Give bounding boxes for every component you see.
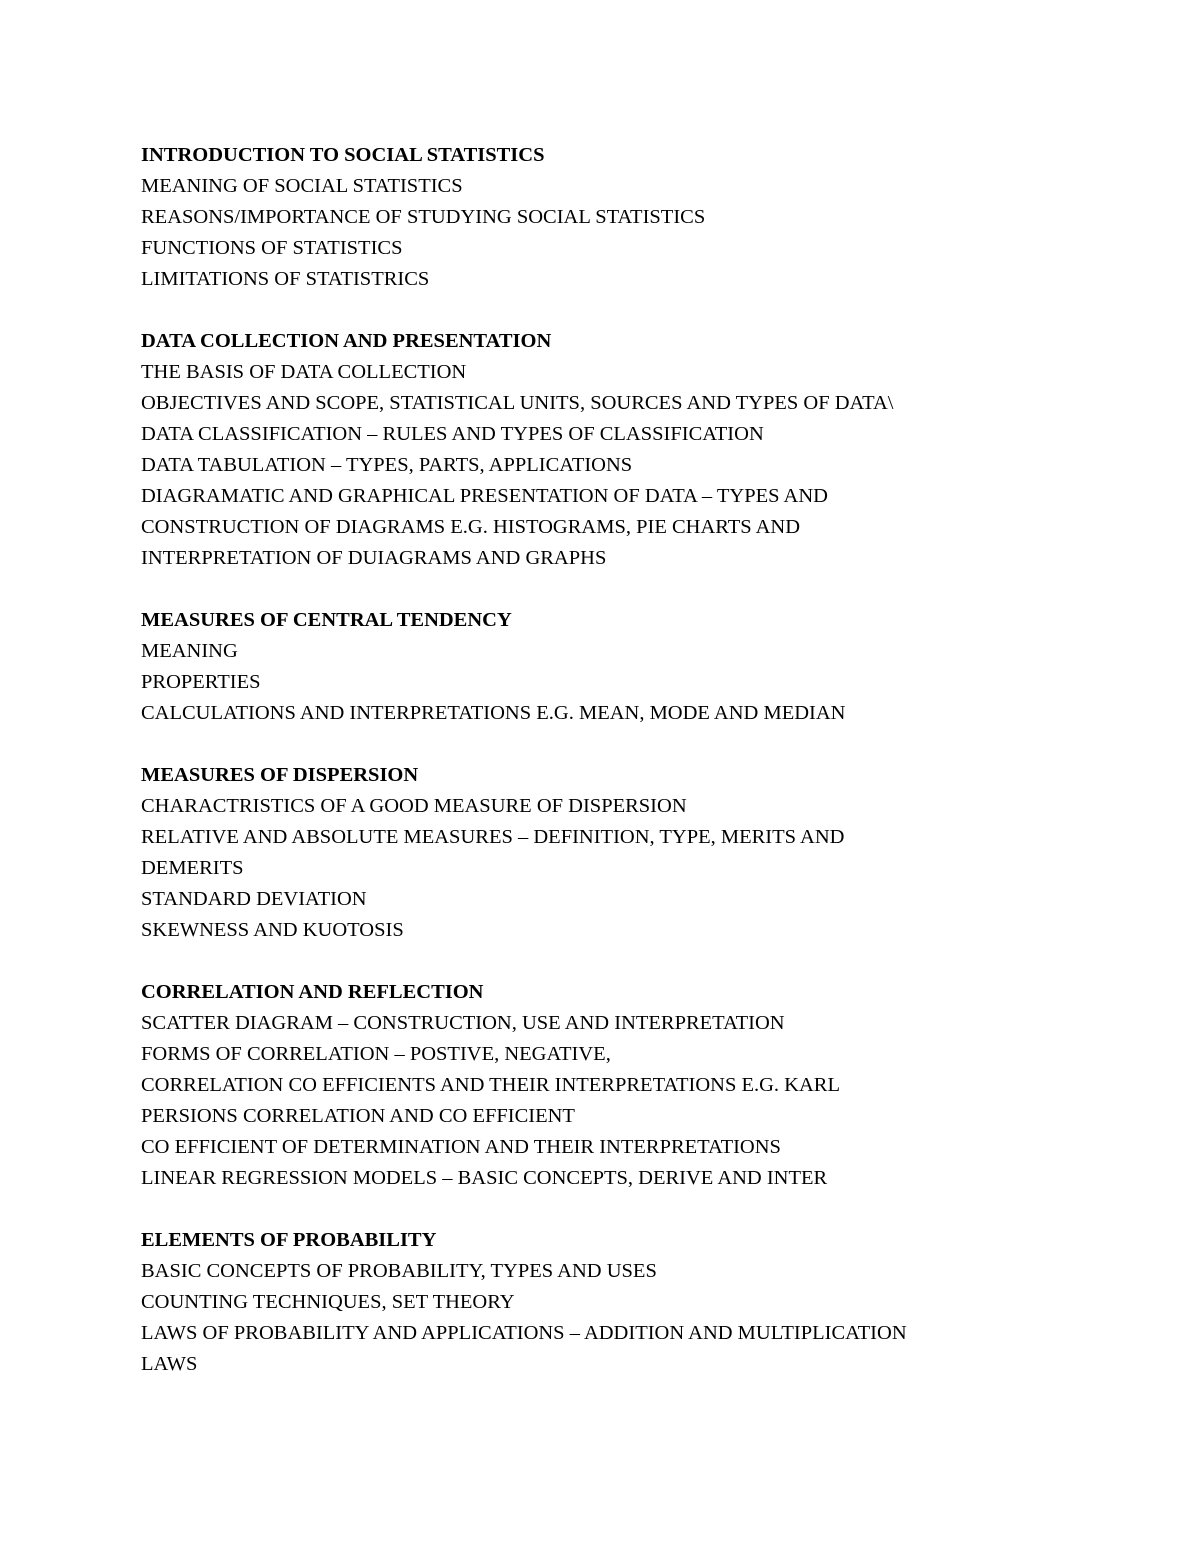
section-introduction <box>141 140 1141 295</box>
section-heading: DATA COLLECTION AND PRESENTATION <box>141 330 552 352</box>
section-dispersion <box>141 760 1141 946</box>
section-heading: CORRELATION AND REFLECTION <box>141 981 484 1003</box>
section-line: MEANING <box>141 640 238 662</box>
section-correlation <box>141 977 1141 1194</box>
section-heading: INTRODUCTION TO SOCIAL STATISTICS <box>141 144 545 166</box>
section-line: CO EFFICIENT OF DETERMINATION AND THEIR INTERPRETATIONS <box>141 1136 781 1158</box>
section-line: DATA TABULATION – TYPES, PARTS, APPLICATIONS <box>141 454 633 476</box>
section-line: INTERPRETATION OF DUIAGRAMS AND GRAPHS <box>141 547 607 569</box>
section-line: LINEAR REGRESSION MODELS – BASIC CONCEPTS, DERIVE AND INTER <box>141 1167 828 1189</box>
section-line: PROPERTIES <box>141 671 261 693</box>
section-line: FUNCTIONS OF STATISTICS <box>141 237 403 259</box>
section-line: OBJECTIVES AND SCOPE, STATISTICAL UNITS, SOURCES AND TYPES OF DATA\ <box>141 392 894 414</box>
section-line: DATA CLASSIFICATION – RULES AND TYPES OF CLASSIFICATION <box>141 423 764 445</box>
section-line: LIMITATIONS OF STATISTRICS <box>141 268 430 290</box>
section-probability <box>141 1225 1141 1380</box>
section-line: DEMERITS <box>141 857 244 879</box>
section-central-tendency <box>141 605 1141 729</box>
section-line: STANDARD DEVIATION <box>141 888 367 910</box>
section-line: CONSTRUCTION OF DIAGRAMS E.G. HISTOGRAMS, PIE CHARTS AND <box>141 516 801 538</box>
section-heading: ELEMENTS OF PROBABILITY <box>141 1229 437 1251</box>
section-data-collection <box>141 326 1141 574</box>
section-line: RELATIVE AND ABSOLUTE MEASURES – DEFINITION, TYPE, MERITS AND <box>141 826 845 848</box>
section-line: REASONS/IMPORTANCE OF STUDYING SOCIAL STATISTICS <box>141 206 706 228</box>
section-line: LAWS OF PROBABILITY AND APPLICATIONS – ADDITION AND MULTIPLICATION <box>141 1322 907 1344</box>
section-heading: MEASURES OF DISPERSION <box>141 764 419 786</box>
section-heading: MEASURES OF CENTRAL TENDENCY <box>141 609 512 631</box>
section-line: COUNTING TECHNIQUES, SET THEORY <box>141 1291 515 1313</box>
section-line: FORMS OF CORRELATION – POSTIVE, NEGATIVE, <box>141 1043 611 1065</box>
section-line: THE BASIS OF DATA COLLECTION <box>141 361 467 383</box>
section-line: MEANING OF SOCIAL STATISTICS <box>141 175 463 197</box>
section-line: LAWS <box>141 1353 198 1375</box>
section-line: SCATTER DIAGRAM – CONSTRUCTION, USE AND INTERPRETATION <box>141 1012 785 1034</box>
document-page <box>141 140 1141 1380</box>
section-line: PERSIONS CORRELATION AND CO EFFICIENT <box>141 1105 575 1127</box>
section-line: CHARACTRISTICS OF A GOOD MEASURE OF DISPERSION <box>141 795 687 817</box>
section-line: CORRELATION CO EFFICIENTS AND THEIR INTERPRETATIONS E.G. KARL <box>141 1074 840 1096</box>
section-line: DIAGRAMATIC AND GRAPHICAL PRESENTATION OF DATA – TYPES AND <box>141 485 828 507</box>
section-line: SKEWNESS AND KUOTOSIS <box>141 919 404 941</box>
section-line: CALCULATIONS AND INTERPRETATIONS E.G. MEAN, MODE AND MEDIAN <box>141 702 846 724</box>
section-line: BASIC CONCEPTS OF PROBABILITY, TYPES AND USES <box>141 1260 657 1282</box>
